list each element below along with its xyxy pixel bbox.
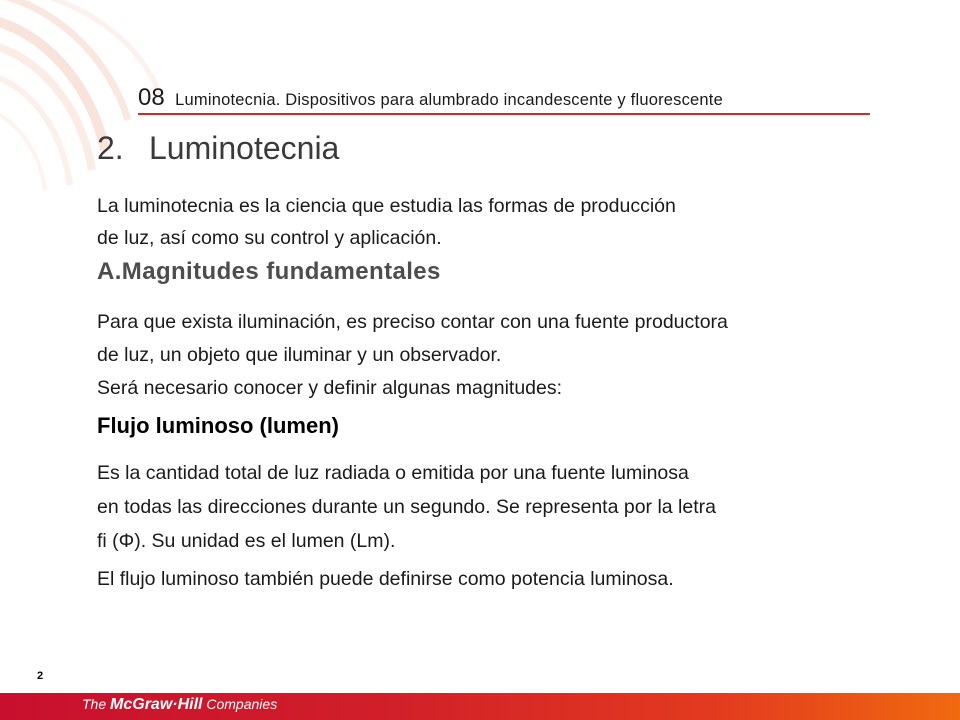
definition-line: en todas las direcciones durante un segundo. Se representa por la letra bbox=[97, 496, 716, 518]
magnitudes-line: Será necesario conocer y definir algunas magnitudes: bbox=[97, 377, 563, 399]
section-number: 2. bbox=[97, 130, 124, 166]
page-number: 2 bbox=[37, 670, 44, 682]
intro-paragraph bbox=[97, 190, 676, 254]
intro-line: de luz, así como su control y aplicación. bbox=[97, 227, 442, 249]
note-paragraph: El flujo luminoso también puede definirse como potencia luminosa. bbox=[97, 568, 674, 590]
logo-brand: McGraw·Hill bbox=[110, 696, 203, 713]
definition-line: Es la cantidad total de luz radiada o emitida por una fuente luminosa bbox=[97, 462, 689, 484]
intro-line: La luminotecnia es la ciencia que estudia las formas de producción bbox=[97, 195, 676, 217]
chapter-title: Luminotecnia. Dispositivos para alumbrado incandescente y fluorescente bbox=[175, 91, 723, 109]
section-heading bbox=[97, 130, 339, 167]
definition-line: fi (Φ). Su unidad es el lumen (Lm). bbox=[97, 530, 396, 552]
chapter-header bbox=[138, 84, 870, 112]
definition-paragraph bbox=[97, 456, 716, 558]
section-title: Luminotecnia bbox=[149, 130, 340, 166]
term-heading: Flujo luminoso (lumen) bbox=[97, 413, 339, 438]
chapter-number: 08 bbox=[138, 84, 165, 111]
footer-bar bbox=[0, 693, 960, 720]
logo-suffix: Companies bbox=[202, 696, 278, 712]
publisher-logo bbox=[82, 696, 277, 714]
logo-prefix: The bbox=[82, 696, 111, 712]
subsection-heading: A.Magnitudes fundamentales bbox=[97, 258, 441, 285]
magnitudes-line: Para que exista iluminación, es preciso contar con una fuente productora bbox=[97, 311, 728, 333]
header-divider bbox=[138, 113, 870, 115]
magnitudes-line: de luz, un objeto que iluminar y un observador. bbox=[97, 344, 502, 366]
magnitudes-paragraph bbox=[97, 306, 728, 405]
